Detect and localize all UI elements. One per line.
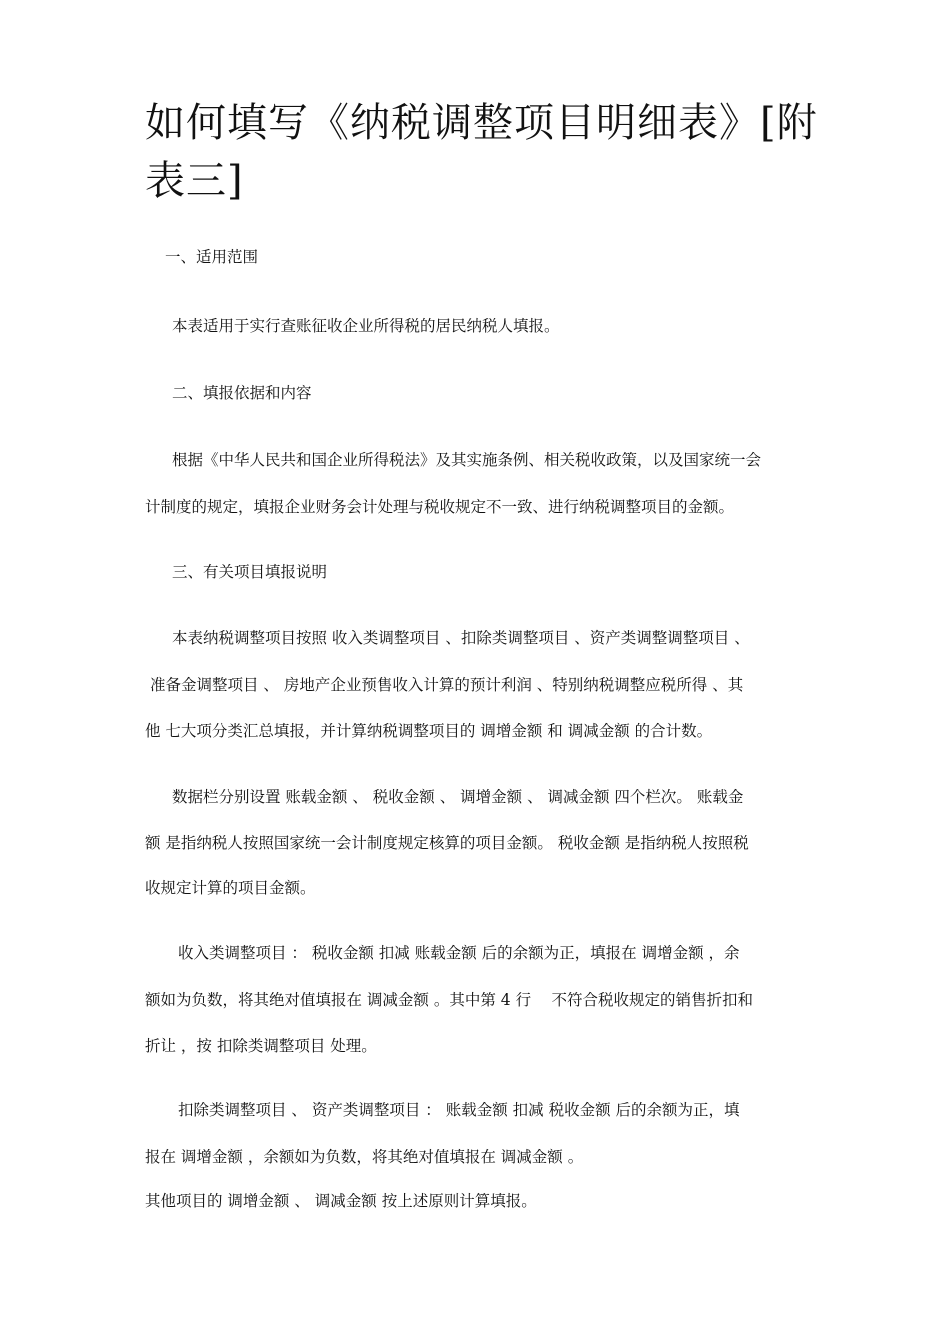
paragraph-line: 他 七大项分类汇总填报，并计算纳税调整项目的 调增金额 和 调减金额 的合计数。 [145,722,713,740]
paragraph-line: 其他项目的 调增金额 、 调减金额 按上述原则计算填报。 [145,1192,537,1210]
section-2-body-line: 计制度的规定，填报企业财务会计处理与税收规定不一致、进行纳税调整项目的金额。 [145,498,735,516]
paragraph-line: 折让 ，按 扣除类调整项目 处理。 [145,1037,377,1055]
section-1-heading: 一、适用范围 [165,248,259,266]
paragraph-line: 报在 调增金额 ，余额如为负数，将其绝对值填报在 调减金额 。 [145,1148,584,1166]
section-3-heading: 三、有关项目填报说明 [172,563,328,581]
section-1-body: 本表适用于实行查账征收企业所得税的居民纳税人填报。 [172,317,560,335]
paragraph-line: 准备金调整项目 、 房地产企业预售收入计算的预计利润 、特别纳税调整应税所得 、其 [150,676,744,694]
paragraph-line: 额 是指纳税人按照国家统一会计制度规定核算的项目金额。 税收金额 是指纳税人按照税 [145,834,749,852]
page-title: 如何填写《纳税调整项目明细表》[附表三] [145,100,818,204]
paragraph-line: 额如为负数，将其绝对值填报在 调减金额 。其中第 4 行 不符合税收规定的销售折扣和 [145,991,753,1009]
paragraph-line: 数据栏分别设置 账载金额 、 税收金额 、 调增金额 、 调减金额 四个栏次。 账载金 [172,788,744,806]
paragraph-line: 本表纳税调整项目按照 收入类调整项目 、扣除类调整项目 、资产类调整调整项目 、 [172,629,750,647]
paragraph-line: 收入类调整项目 ： 税收金额 扣减 账载金额 后的余额为正，填报在 调增金额 ，余 [178,944,740,962]
paragraph-line: 扣除类调整项目 、 资产类调整项目 ： 账载金额 扣减 税收金额 后的余额为正，填 [178,1101,740,1119]
section-2-heading: 二、填报依据和内容 [172,384,312,402]
section-2-body-line: 根据《中华人民共和国企业所得税法》及其实施条例、相关税收政策，以及国家统一会 [172,451,762,469]
paragraph-line: 收规定计算的项目金额。 [145,879,316,897]
